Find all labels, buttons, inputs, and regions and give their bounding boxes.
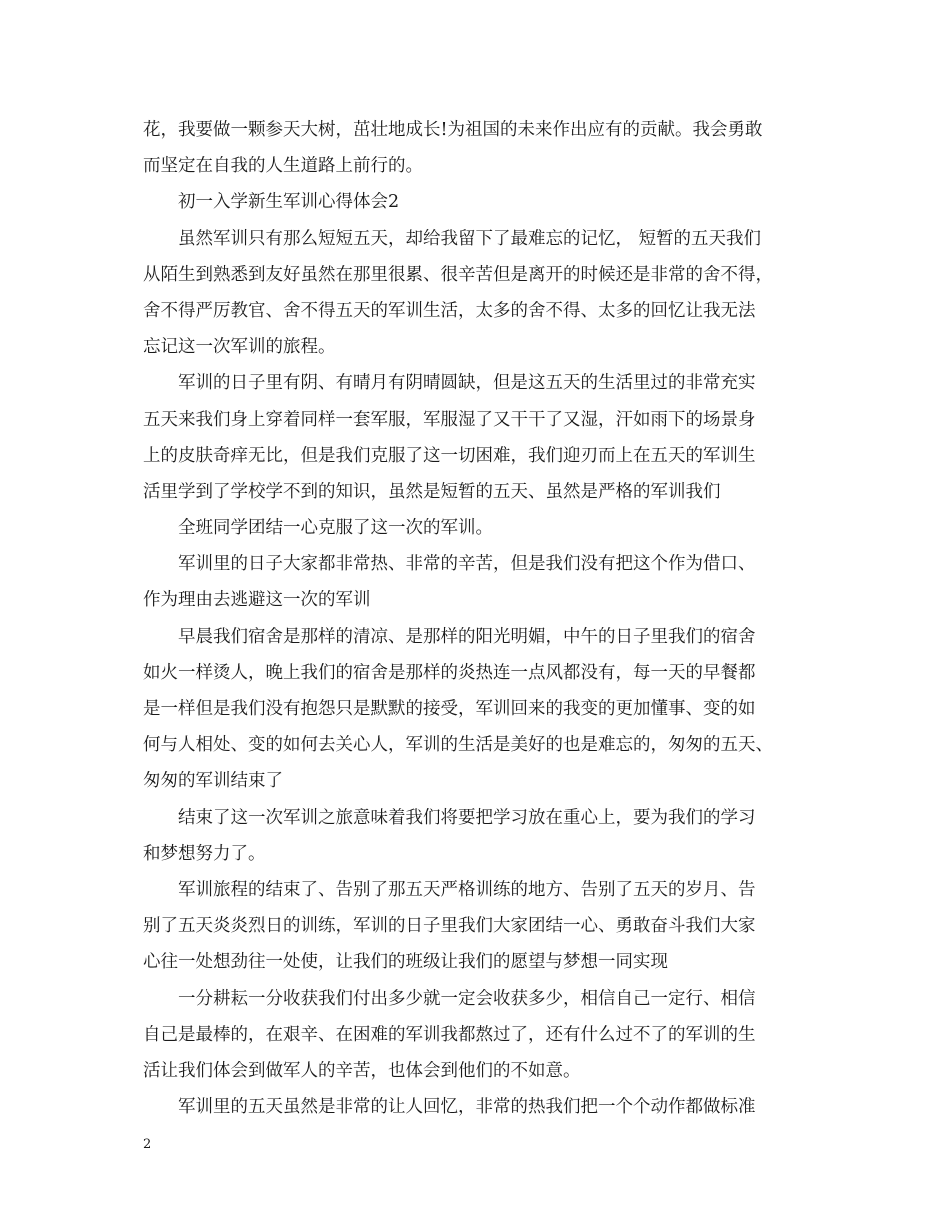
- text-line: 一分耕耘一分收获我们付出多少就一定会收获多少，相信自己一定行、相信: [178, 988, 756, 1009]
- text-line: 早晨我们宿舍是那样的清凉、是那样的阳光明媚，中午的日子里我们的宿舍: [178, 626, 756, 647]
- text-line: 军训里的五天虽然是非常的让人回忆，非常的热我们把一个个动作都做标准: [178, 1097, 756, 1118]
- page-number: 2: [143, 1137, 152, 1152]
- text-line: 军训的日子里有阴、有晴月有阴晴圆缺，但是这五天的生活里过的非常充实: [178, 373, 756, 394]
- text-line: 作为理由去逃避这一次的军训: [143, 590, 371, 611]
- text-line: 和梦想努力了。: [143, 843, 266, 864]
- text-line: 初一入学新生军训心得体会2: [178, 192, 400, 213]
- text-line: 匆匆的军训结束了: [143, 771, 283, 792]
- text-line: 忘记这一次军训的旅程。: [143, 337, 336, 358]
- text-line: 从陌生到熟悉到友好虽然在那里很累、很辛苦但是离开的时候还是非常的舍不得，: [143, 264, 773, 285]
- text-line: 活让我们体会到做军人的辛苦，也体会到他们的不如意。: [143, 1060, 581, 1081]
- text-line: 心往一处想劲往一处使，让我们的班级让我们的愿望与梦想一同实现: [143, 952, 668, 973]
- text-line: 花，我要做一颗参天大树，茁壮地成长!为祖国的未来作出应有的贡献。我会勇敢: [143, 120, 763, 140]
- text-line: 自己是最棒的，在艰辛、在困难的军训我都熬过了，还有什么过不了的军训的生: [143, 1024, 756, 1045]
- body-text: [143, 112, 823, 1125]
- text-line: 舍不得严厉教官、舍不得五天的军训生活，太多的舍不得、太多的回忆让我无法: [143, 300, 756, 321]
- text-line: 虽然军训只有那么短短五天，却给我留下了最难忘的记忆， 短暂的五天我们: [178, 228, 762, 249]
- text-line: 别了五天炎炎烈日的训练，军训的日子里我们大家团结一心、勇敢奋斗我们大家: [143, 916, 756, 937]
- text-line: 活里学到了学校学不到的知识，虽然是短暂的五天、虽然是严格的军训我们: [143, 481, 721, 502]
- text-line: 军训旅程的结束了、告别了那五天严格训练的地方、告别了五天的岁月、告: [178, 879, 756, 900]
- text-line: 五天来我们身上穿着同样一套军服，军服湿了又干干了又湿，汗如雨下的场景身: [143, 409, 756, 430]
- text-line: 是一样但是我们没有抱怨只是默默的接受，军训回来的我变的更加懂事、变的如: [143, 699, 756, 719]
- text-line: 何与人相处、变的如何去关心人，军训的生活是美好的也是难忘的，匆匆的五天、: [143, 735, 773, 756]
- text-line: 军训里的日子大家都非常热、非常的辛苦，但是我们没有把这个作为借口、: [178, 554, 756, 575]
- text-line: 上的皮肤奇痒无比，但是我们克服了这一切困难，我们迎刃而上在五天的军训生: [143, 445, 756, 466]
- text-line: 结束了这一次军训之旅意味着我们将要把学习放在重心上，要为我们的学习: [178, 807, 756, 828]
- text-line: 全班同学团结一心克服了这一次的军训。: [178, 518, 493, 539]
- text-line: 而坚定在自我的人生道路上前行的。: [143, 156, 423, 177]
- text-line: 如火一样烫人，晚上我们的宿舍是那样的炎热连一点风都没有，每一天的早餐都: [143, 662, 756, 683]
